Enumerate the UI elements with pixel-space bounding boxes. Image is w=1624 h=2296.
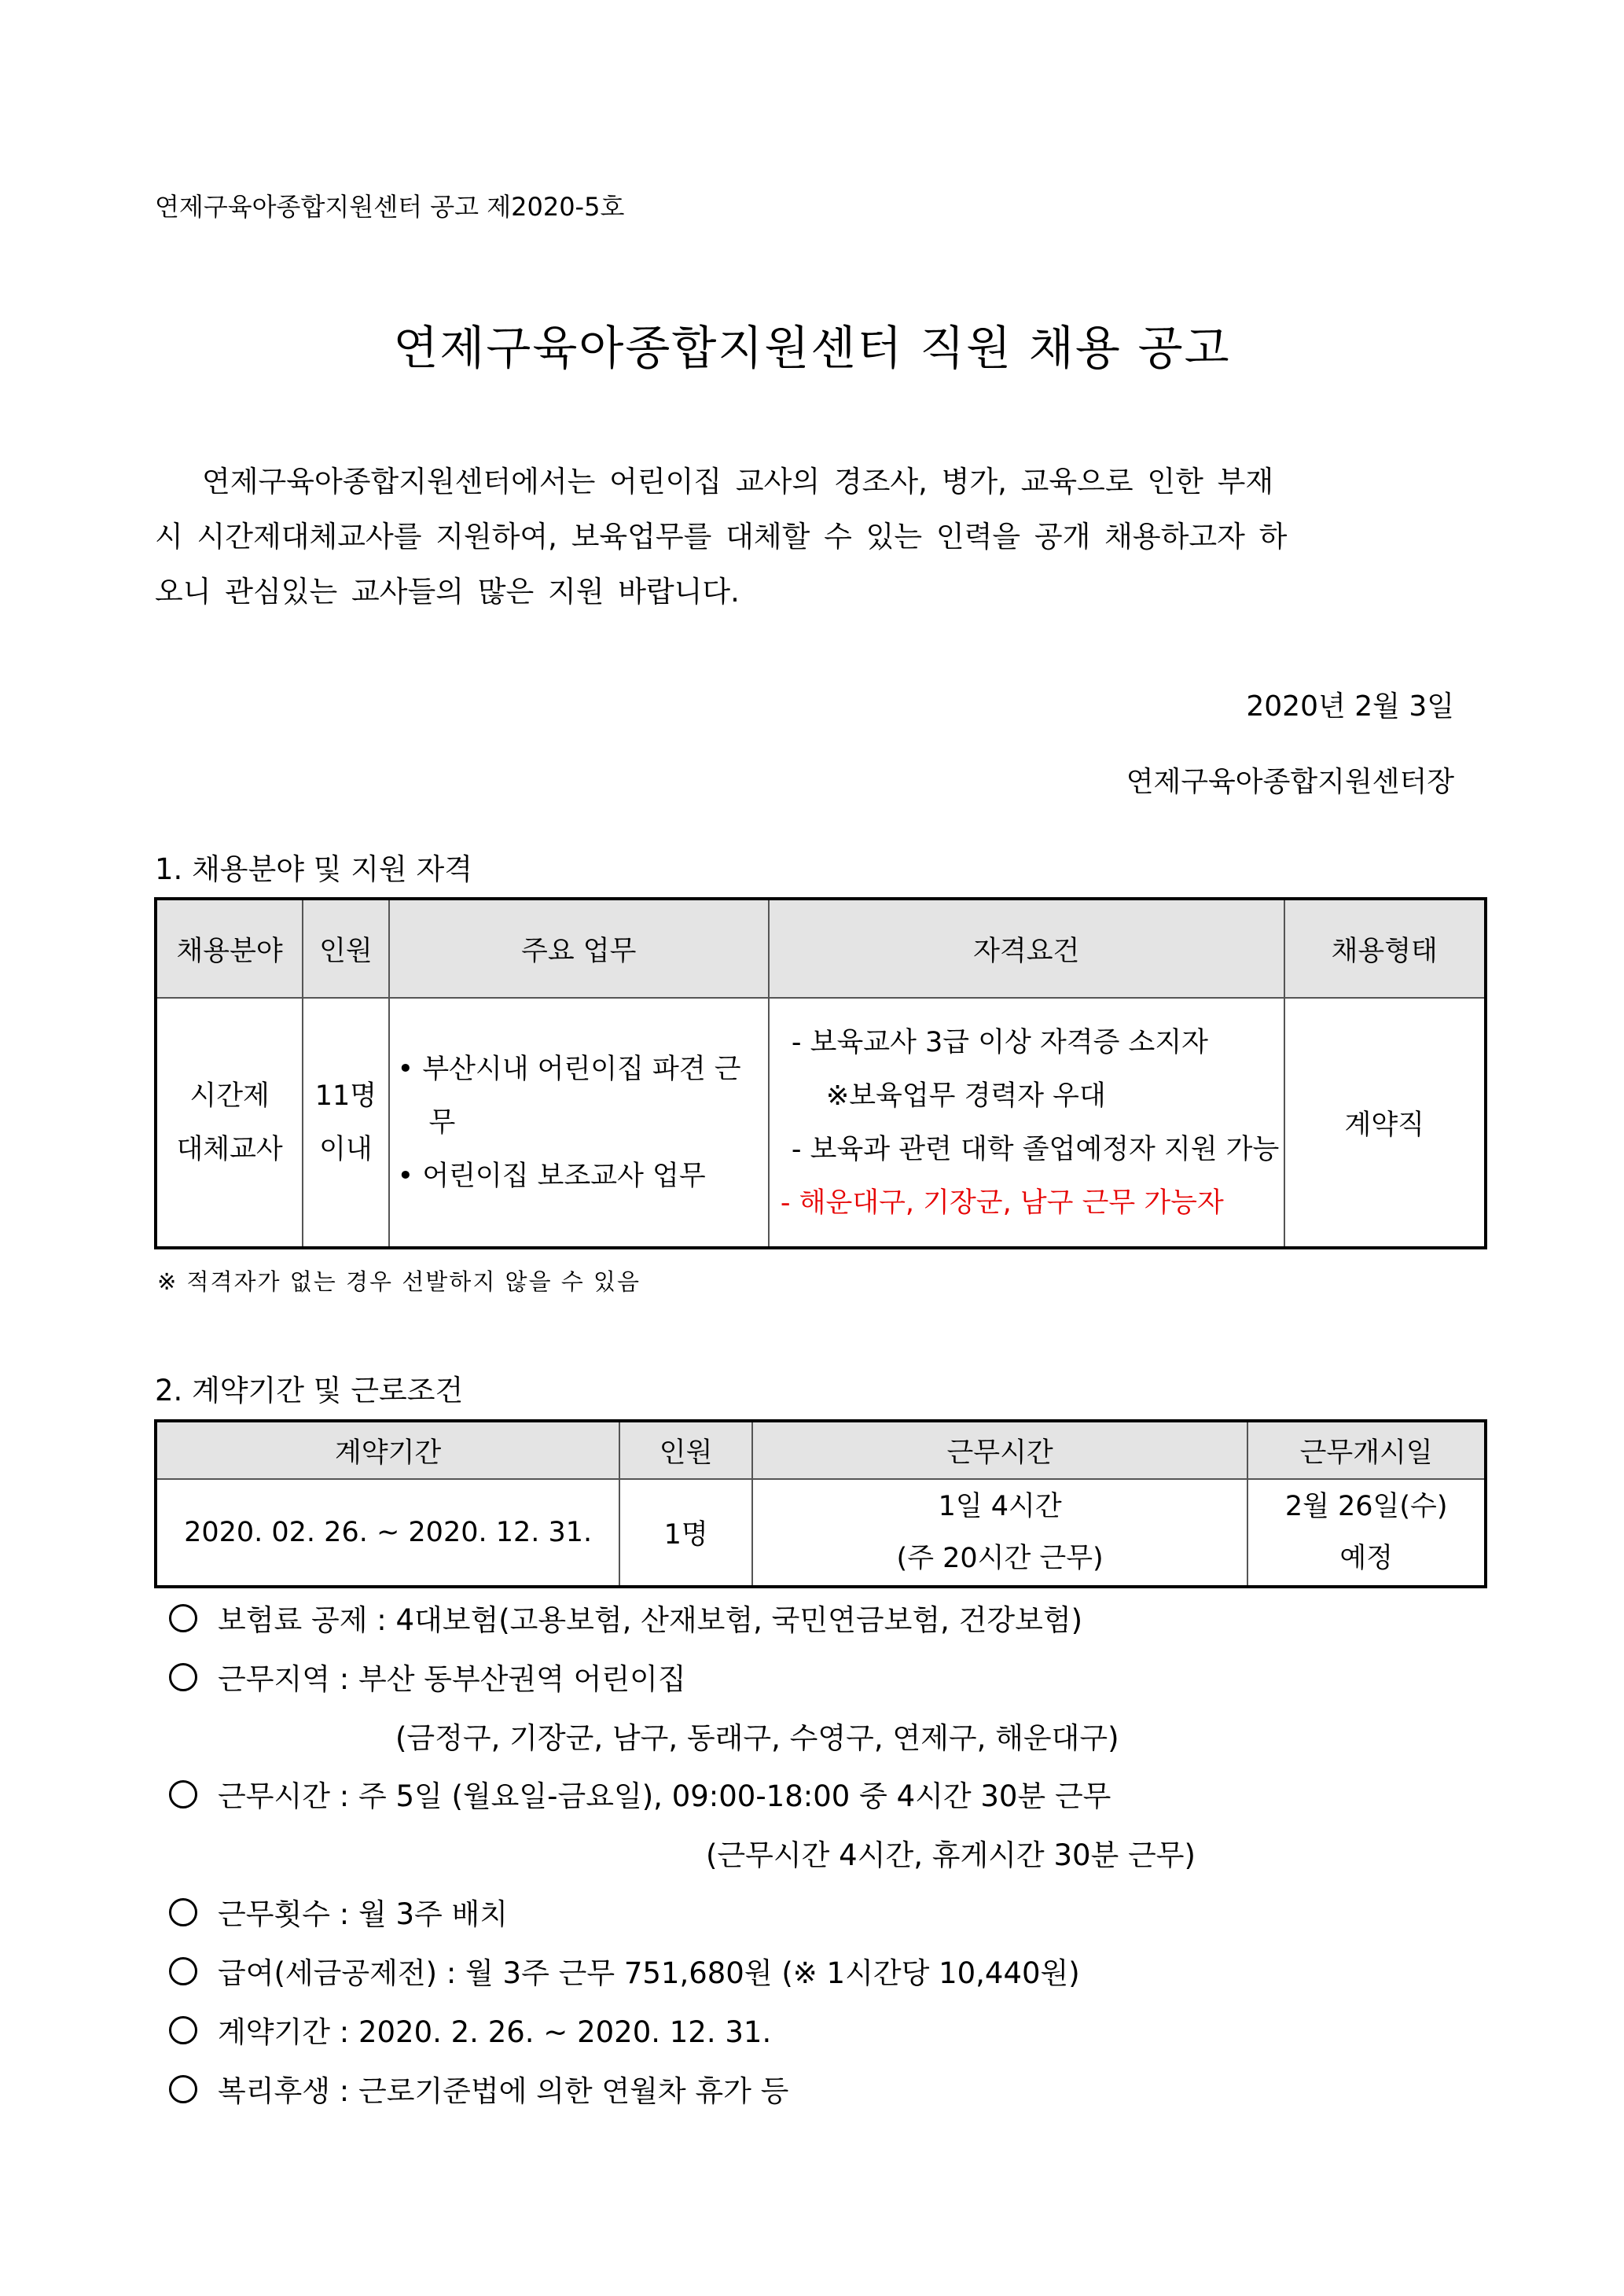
header-qualifications: 자격요건 xyxy=(769,899,1284,998)
start-line: 2월 26일(수) xyxy=(1284,1491,1448,1522)
condition-text: 근무시간 : 주 5일 (월요일-금요일), 09:00-18:00 중 4시간 30분 근무 xyxy=(218,1779,1111,1813)
condition-location xyxy=(169,1655,686,1698)
header-count: 인원 xyxy=(303,899,388,998)
intro-line: 연제구육아종합지원센터에서는 어린이집 교사의 경조사, 병가, 교육으로 인한 부재 xyxy=(202,465,1274,499)
condition-period xyxy=(169,2008,771,2051)
count-line: 이내 xyxy=(319,1133,373,1165)
circle-bullet-icon xyxy=(169,1780,197,1808)
page-title: 연제구육아종합지원센터 직원 채용 공고 xyxy=(393,321,1231,375)
intro-paragraph xyxy=(155,454,1456,620)
condition-text: 근무지역 : 부산 동부산권역 어린이집 xyxy=(218,1662,686,1696)
hours-line: 1일 4시간 xyxy=(938,1491,1062,1522)
condition-text: 보험료 공제 : 4대보험(고용보험, 산재보험, 국민연금보험, 건강보험) xyxy=(218,1603,1083,1637)
recruitment-table xyxy=(154,897,1487,1249)
qualification-item: ※보육업무 경력자 우대 xyxy=(825,1080,1106,1112)
table-row xyxy=(156,1479,1486,1587)
condition-hours xyxy=(169,1772,1111,1815)
count-line: 11명 xyxy=(314,1080,377,1112)
condition-hours-detail: (근무시간 4시간, 휴게시간 30분 근무) xyxy=(706,1838,1196,1872)
condition-frequency xyxy=(169,1890,508,1933)
notice-date: 2020년 2월 3일 xyxy=(1246,690,1454,723)
count-cell: 1명 xyxy=(619,1479,752,1587)
count-cell xyxy=(303,998,388,1248)
header-start: 근무개시일 xyxy=(1247,1421,1486,1479)
qualification-item: - 보육과 관련 대학 졸업예정자 지원 가능 xyxy=(791,1133,1280,1165)
section2-heading: 2. 계약기간 및 근로조건 xyxy=(155,1374,464,1407)
table-header-row xyxy=(156,899,1486,998)
intro-line: 오니 관심있는 교사들의 많은 지원 바랍니다. xyxy=(155,575,740,609)
circle-bullet-icon xyxy=(169,1663,197,1691)
intro-line: 시 시간제대체교사를 지원하여, 보육업무를 대체할 수 있는 인력을 공개 채용하고자 하 xyxy=(155,520,1288,554)
qualification-item-highlight: - 해운대구, 기장군, 남구 근무 가능자 xyxy=(780,1187,1224,1219)
hours-cell xyxy=(752,1479,1247,1587)
header-period: 계약기간 xyxy=(156,1421,619,1479)
duty-item: • 어린이집 보조교사 업무 xyxy=(397,1160,706,1192)
duty-item: • 부산시내 어린이집 파견 근무 xyxy=(397,1053,741,1139)
condition-text: 급여(세금공제전) : 월 3주 근무 751,680원 (※ 1시간당 10,440원) xyxy=(218,1956,1080,1990)
notice-number: 연제구육아종합지원센터 공고 제2020-5호 xyxy=(155,192,625,222)
section1-heading: 1. 채용분야 및 지원 자격 xyxy=(155,852,473,886)
start-line: 예정 xyxy=(1339,1543,1393,1574)
condition-text: 복리후생 : 근로기준법에 의한 연월차 휴가 등 xyxy=(218,2074,789,2108)
qualification-item: - 보육교사 3급 이상 자격증 소지자 xyxy=(791,1026,1208,1058)
condition-text: 계약기간 : 2020. 2. 26. ~ 2020. 12. 31. xyxy=(218,2015,772,2049)
issuer: 연제구육아종합지원센터장 xyxy=(1126,766,1454,798)
table-header-row xyxy=(156,1421,1486,1479)
condition-benefits xyxy=(169,2067,788,2110)
start-cell xyxy=(1247,1479,1486,1587)
field-line: 시간제 xyxy=(189,1080,270,1112)
circle-bullet-icon xyxy=(169,1957,197,1985)
header-count: 인원 xyxy=(619,1421,752,1479)
contract-table xyxy=(154,1419,1487,1588)
selection-note: ※ 적격자가 없는 경우 선발하지 않을 수 있음 xyxy=(157,1268,641,1295)
header-field: 채용분야 xyxy=(156,899,303,998)
condition-salary xyxy=(169,1949,1080,1992)
circle-bullet-icon xyxy=(169,1604,197,1632)
table-row xyxy=(156,998,1486,1248)
field-line: 대체교사 xyxy=(176,1133,283,1165)
condition-text: 근무횟수 : 월 3주 배치 xyxy=(218,1897,508,1931)
header-hours: 근무시간 xyxy=(752,1421,1247,1479)
condition-location-detail: (금정구, 기장군, 남구, 동래구, 수영구, 연제구, 해운대구) xyxy=(395,1721,1119,1755)
circle-bullet-icon xyxy=(169,1898,197,1926)
employment-type-cell: 계약직 xyxy=(1284,998,1486,1248)
header-duties: 주요 업무 xyxy=(389,899,769,998)
duties-cell xyxy=(389,998,769,1248)
circle-bullet-icon xyxy=(169,2075,197,2103)
circle-bullet-icon xyxy=(169,2016,197,2044)
condition-insurance xyxy=(169,1596,1082,1639)
header-employment-type: 채용형태 xyxy=(1284,899,1486,998)
field-cell xyxy=(156,998,303,1248)
period-cell: 2020. 02. 26. ~ 2020. 12. 31. xyxy=(156,1479,619,1587)
hours-line: (주 20시간 근무) xyxy=(896,1543,1104,1574)
qualifications-cell xyxy=(769,998,1284,1248)
